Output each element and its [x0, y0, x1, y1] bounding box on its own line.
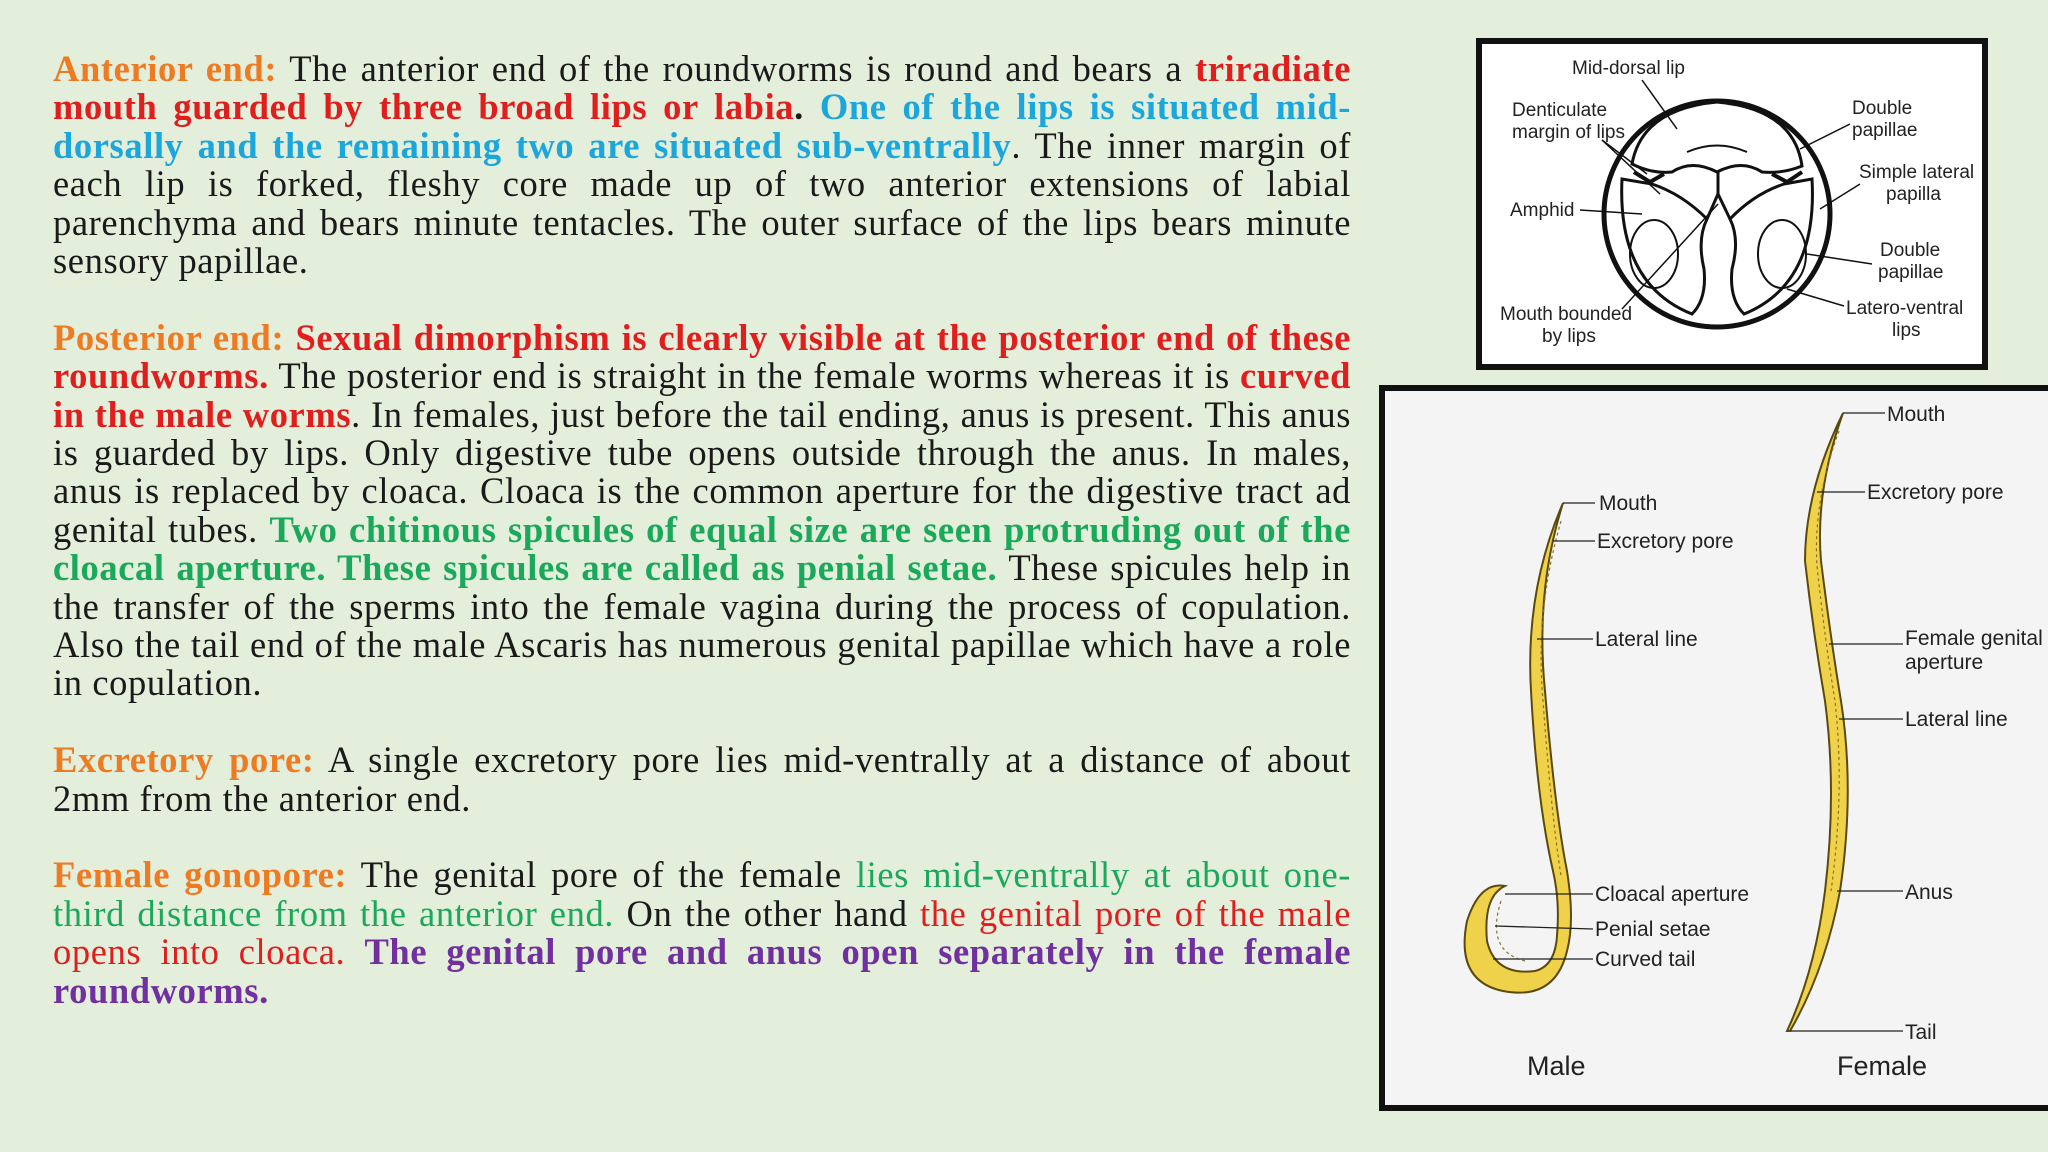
- text-span: On the other hand: [614, 892, 921, 934]
- male-label-lateral-line: Lateral line: [1595, 628, 1698, 651]
- paragraph-excretory-pore: [53, 741, 1351, 818]
- female-label-anus: Anus: [1905, 881, 1953, 904]
- female-label-excretory-pore: Excretory pore: [1867, 481, 2004, 504]
- paragraph-posterior-end: [53, 316, 1352, 704]
- label-simple-lateral-1: Simple lateral: [1859, 162, 1975, 183]
- female-label-mouth: Mouth: [1887, 403, 1946, 426]
- label-mouth-bounded-1: Mouth bounded: [1500, 304, 1633, 325]
- heading-anterior-end: Anterior end:: [53, 48, 278, 89]
- male-label-excretory-pore: Excretory pore: [1597, 530, 1734, 553]
- highlight-female-pore: lies mid-ventrally at about one-third distance from the anterior end.: [53, 854, 1352, 934]
- female-worm-body: [1787, 413, 1848, 1031]
- text-span: .: [794, 86, 820, 128]
- label-double-papillae-bottom-2: papillae: [1878, 262, 1944, 283]
- label-amphid: Amphid: [1510, 200, 1575, 221]
- label-latero-ventral-1: Latero-ventral: [1846, 298, 1964, 319]
- text-span: These spicules help in the transfer of the sperms into the female vagina during the process of copulation. Also the tail end of the male Ascaris has numerous genital papillae which have a role in copulation.: [53, 547, 1351, 704]
- highlight-separate-openings: The genital pore and anus open separately in the female roundworms.: [53, 931, 1351, 1011]
- text-span: The posterior end is straight in the female worms whereas it is: [268, 355, 1240, 397]
- male-label-cloacal-aperture: Cloacal aperture: [1595, 883, 1750, 906]
- worm-diagram-svg: [1385, 391, 2048, 1111]
- male-label-curved-tail: Curved tail: [1595, 948, 1696, 971]
- female-label-tail: Tail: [1905, 1021, 1937, 1044]
- text-span: The anterior end of the roundworms is round and bears a: [277, 48, 1195, 89]
- male-worm-body: [1465, 503, 1571, 993]
- text-column: [53, 50, 1351, 1049]
- paragraph-female-gonopore: [53, 856, 1351, 1010]
- label-latero-ventral-2: lips: [1892, 320, 1921, 341]
- highlight-penial-setae: Two chitinous spicules of equal size are seen protruding out of the cloacal aperture. These spicules are called as penial setae.: [53, 508, 1351, 589]
- highlight-sexual-dimorphism: Sexual dimorphism is clearly visible at the posterior end of these roundworms.: [53, 316, 1352, 397]
- mouth-diagram-svg: [1482, 44, 1982, 364]
- label-denticulate-1: Denticulate: [1512, 100, 1608, 121]
- label-mouth-bounded-2: by lips: [1542, 326, 1596, 347]
- heading-posterior-end: Posterior end:: [53, 316, 285, 358]
- mouth-diagram: [1476, 38, 1988, 370]
- highlight-curved-male: curved in the male worms: [53, 355, 1351, 435]
- caption-male: Male: [1527, 1051, 1586, 1081]
- label-simple-lateral-2: papilla: [1886, 184, 1941, 205]
- female-label-genital-aperture-2: aperture: [1905, 651, 1984, 674]
- text-span: The genital pore of the female: [347, 854, 856, 896]
- female-label-lateral-line: Lateral line: [1905, 708, 2008, 731]
- text-span: [345, 931, 364, 972]
- text-span: A single excretory pore lies mid-ventrally at a distance of about 2mm from the anterior end.: [53, 739, 1351, 819]
- paragraph-anterior-end: [53, 50, 1351, 280]
- male-label-penial-setae: Penial setae: [1595, 918, 1711, 941]
- label-double-papillae-bottom-1: Double: [1880, 240, 1941, 261]
- text-span: [284, 317, 295, 358]
- male-label-mouth: Mouth: [1599, 492, 1658, 515]
- heading-female-gonopore: Female gonopore:: [53, 854, 348, 896]
- highlight-triradiate-mouth: triradiate mouth guarded by three broad lips or labia: [53, 48, 1351, 128]
- label-denticulate-2: margin of lips: [1512, 122, 1625, 143]
- label-double-papillae-top-1: Double: [1852, 98, 1913, 119]
- worm-diagram: [1379, 385, 2048, 1111]
- highlight-male-pore: the genital pore of the male opens into cloaca.: [53, 892, 1351, 973]
- heading-excretory-pore: Excretory pore:: [53, 739, 315, 781]
- label-mid-dorsal-lip: Mid-dorsal lip: [1572, 58, 1685, 79]
- label-double-papillae-top-2: papillae: [1852, 120, 1918, 141]
- female-label-genital-aperture-1: Female genital: [1905, 627, 2043, 650]
- text-span: . The inner margin of each lip is forked, fleshy core made up of two anterior extensions of labial parenchyma and bears minute tentacles. The outer surface of the lips bears minute sensory papillae.: [53, 124, 1351, 282]
- text-span: . In females, just before the tail ending, anus is present. This anus is guarded by lips. Only digestive tube opens outside through the anus. In males, anus is replaced by cloaca. Cloaca is the common aperture for the digestive tract ad genital tubes.: [53, 393, 1351, 550]
- highlight-lip-position: One of the lips is situated mid-dorsally and the remaining two are situated sub-ventrally: [53, 86, 1351, 166]
- caption-female: Female: [1837, 1051, 1928, 1081]
